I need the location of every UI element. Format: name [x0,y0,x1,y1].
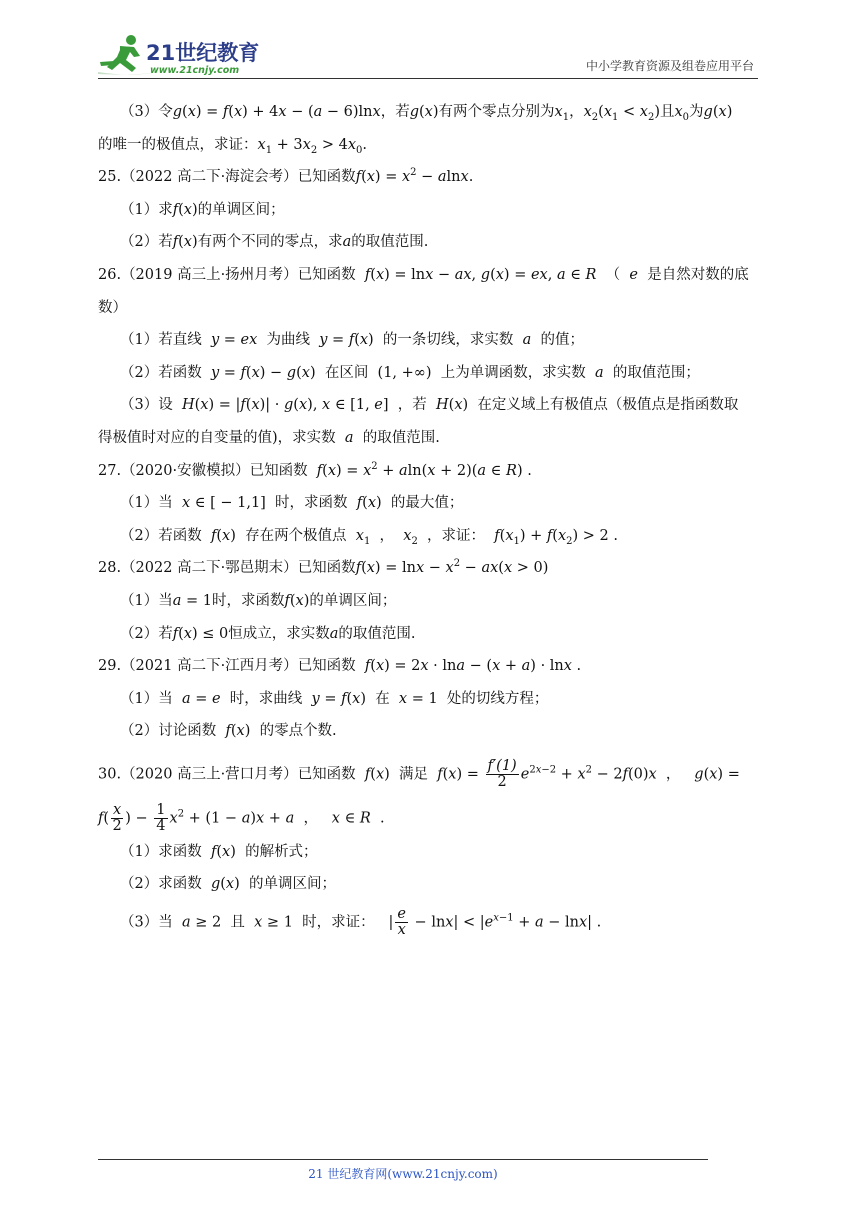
problem-25-part-2: （2）若f(x)有两个不同的零点，求a的取值范围. [120,234,429,251]
problem-26-stem: 26.（2019 高三上·扬州月考）已知函数 f(x) = lnx − ax, g(x) = ex, a ∈ R （ e 是自然对数的底 [98,266,749,283]
problem-28-part-2: （2）若f(x) ≤ 0恒成立，求实数a的取值范围. [120,625,416,642]
problem-26-part-3: （3）设 H(x) = |f(x)| · g(x), x ∈ [1, e] ，若 H(x) 在定义域上有极值点（极值点是指函数取 [120,397,739,414]
problem-26-stem-cont: 数） [98,299,127,316]
problem-30-part-1: （1）求函数 f(x) 的解析式； [120,843,318,860]
problem-28-stem: 28.（2022 高二下·鄂邑期末）已知函数$f(x) = \ln x - x^2 - ax(x > 0)$ [98,558,549,577]
problem-29-part-1: （1）当 a = e 时，求曲线 y = f(x) 在 x = 1 处的切线方程； [120,690,549,707]
problem-30-part-2: （2）求函数 g(x) 的单调区间； [120,876,336,893]
problem-26-part-1: （1）若直线 y = ex 为曲线 y = f(x) 的一条切线，求实数 a 的值； [120,332,585,349]
problem-27-part-2: （2）若函数 f(x) 存在两个极值点 $x_1$ ， $x_2$ ，求证： $f(x_1) + f(x_2) > 2$ . [120,527,618,547]
site-logo [98,32,268,76]
problem-28-part-1: （1）当a = 1时，求函数f(x)的单调区间； [120,592,397,609]
problem-27-stem: 27.（2020·安徽模拟）已知函数 $f(x) = x^2 + aln(x + 2)(a$ ∈ R) . [98,460,532,479]
problem-29-stem: 29.（2021 高二下·江西月考）已知函数 f(x) = 2x · lna − (x + a) · lnx . [98,658,582,675]
problem-25-part-1: （1）求f(x)的单调区间； [120,201,285,218]
problem-24-part-3: （3）令g(x) = f(x) + 4x − (a − 6)lnx，若g(x)有两个零点分别为$x_1$，$x_2(x_1 < x_2)$且$x_0$为g(x) [120,104,733,123]
problem-30-stem: 30.（2020 高三上·营口月考）已知函数 f(x) 满足 f(x) = $\frac{f'(1)}{2}$ $e^{2x-2} + x^2 - 2f(0)x$ ， g(x) = [98,758,740,791]
site-label: 中小学教育资源及组卷应用平台 [585,59,754,73]
problem-26-part-3-cont: 得极值时对应的自变量的值)，求实数 a 的取值范围. [98,429,440,446]
problem-29-part-2: （2）讨论函数 f(x) 的零点个数. [120,723,337,740]
footer-rule [98,1159,708,1160]
problem-26-part-2: （2）若函数 y = f(x) − g(x) 在区间 (1, +∞) 上为单调函数，求实数 a 的取值范围； [120,364,700,381]
problem-24-part-3-cont: 的唯一的极值点，求证：$x_1 + 3x_2 > 4x_0$. [98,136,367,156]
problem-30-part-3: （3）当 a ≥ 2 且 x ≥ 1 时，求证： | $\frac{e}{x}$ − $\ln x| < |e^{x-1} + a - \ln x|$ . [120,906,602,939]
footer-text: 21 世纪教育网(www.21cnjy.com) [308,1167,498,1181]
problem-30-stem-cont: f( $\frac{x}{2}$ ) − $\frac{1}{4}$ $x^2 + (1 - a)x + a$ ， x ∈ R . [98,801,385,834]
svg-text:21世纪教育: 21世纪教育 [146,41,260,65]
problem-list [98,102,762,951]
problem-27-part-1: （1）当 x ∈ [ − 1,1] 时，求函数 f(x) 的最大值； [120,495,464,512]
problem-25-stem: 25.（2022 高二下·海淀会考）已知函数$f(x) = x^2 - alnx$. [98,167,474,186]
svg-text:www.21cnjy.com: www.21cnjy.com [150,65,240,76]
page-header [98,30,758,79]
